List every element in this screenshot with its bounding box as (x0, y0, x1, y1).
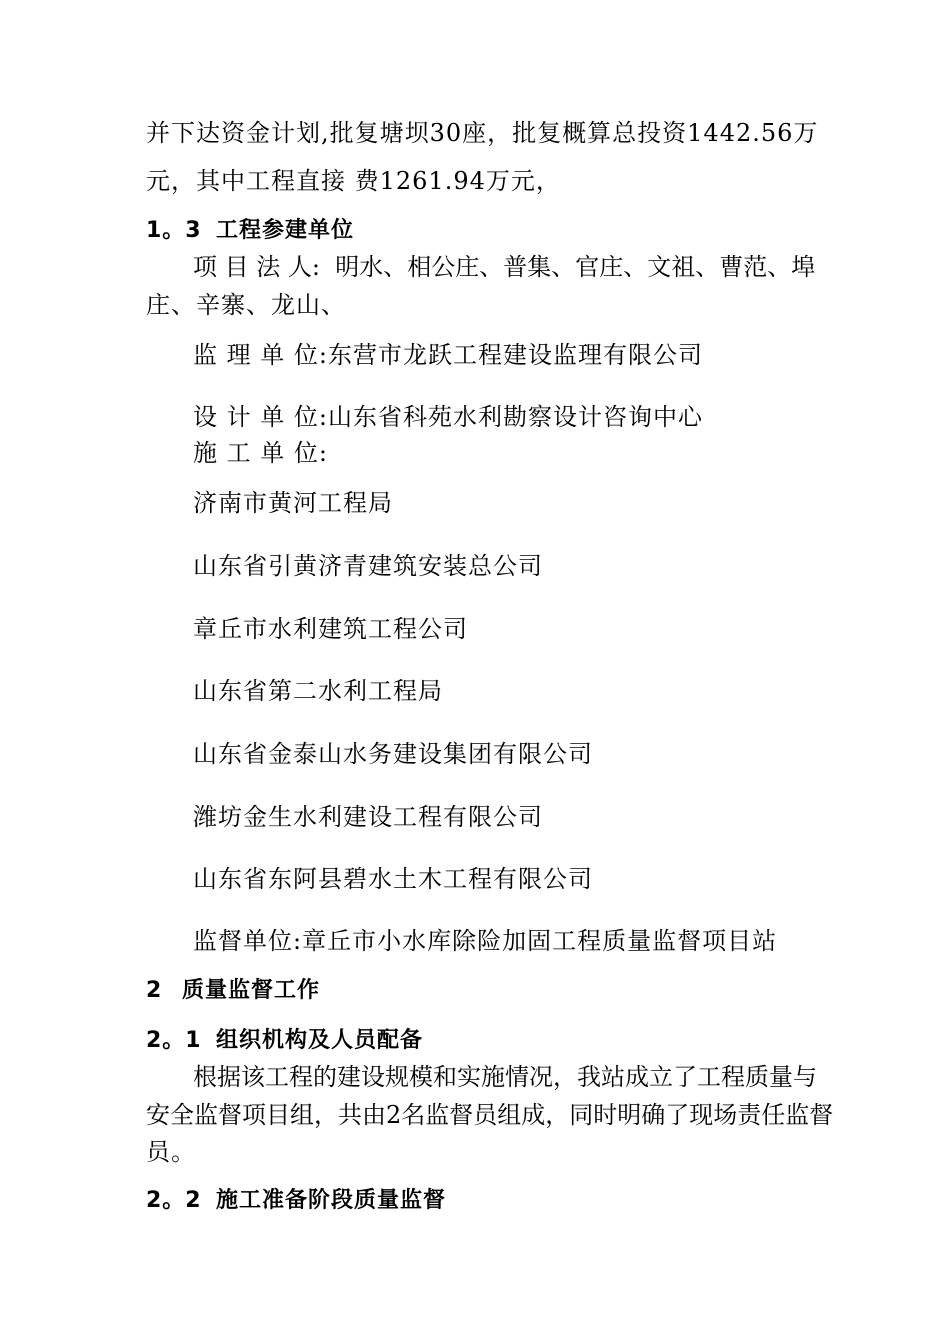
oversight-row (193, 926, 777, 956)
section-number: 2。2 (146, 1188, 202, 1213)
construction-label: 施 工 单 位: (193, 439, 328, 467)
supervision-row (193, 340, 703, 370)
legal-person-label: 项 目 法 人: (193, 253, 320, 281)
section-title: 质量监督工作 (182, 978, 321, 1003)
intro-line-2: 元，其中工程直接 费1261.94万元， (146, 167, 561, 195)
design-label: 设 计 单 位: (193, 403, 328, 431)
oversight-value: 章丘市小水库除险加固工程质量监督项目站 (302, 927, 778, 955)
paragraph-line: 根据该工程的建设规模和实施情况，我站成立了工程质量与 (193, 1063, 817, 1091)
section-title: 工程参建单位 (216, 218, 355, 243)
legal-person-continued: 庄、辛寨、龙山、 (146, 291, 346, 319)
section-title: 施工准备阶段质量监督 (216, 1188, 447, 1213)
construction-unit: 山东省东阿县碧水土木工程有限公司 (193, 865, 593, 893)
section-heading-1-3 (146, 216, 354, 246)
construction-unit: 山东省第二水利工程局 (193, 677, 443, 705)
legal-person-row (193, 252, 815, 282)
design-value: 山东省科苑水利勘察设计咨询中心 (327, 403, 703, 431)
construction-unit: 山东省引黄济青建筑安装总公司 (193, 552, 543, 580)
section-number: 1。3 (146, 218, 202, 243)
paragraph-line: 员。 (146, 1138, 196, 1166)
section-heading-2 (146, 976, 320, 1006)
section-heading-2-2 (146, 1186, 446, 1216)
oversight-label: 监督单位: (193, 927, 303, 955)
construction-unit: 山东省金泰山水务建设集团有限公司 (193, 740, 593, 768)
intro-line-1: 并下达资金计划,批复塘坝30座，批复概算总投资1442.56万 (146, 119, 819, 147)
section-heading-2-1 (146, 1026, 423, 1056)
section-number: 2。1 (146, 1028, 202, 1053)
construction-unit: 章丘市水利建筑工程公司 (193, 615, 468, 643)
supervision-label: 监 理 单 位: (193, 341, 328, 369)
section-number: 2 (146, 978, 163, 1003)
paragraph-line: 安全监督项目组，共由2名监督员组成，同时明确了现场责任监督 (146, 1101, 834, 1129)
supervision-value: 东营市龙跃工程建设监理有限公司 (327, 341, 703, 369)
section-title: 组织机构及人员配备 (216, 1028, 424, 1053)
construction-unit: 潍坊金生水利建设工程有限公司 (193, 803, 543, 831)
design-row (193, 402, 703, 432)
construction-unit: 济南市黄河工程局 (193, 489, 393, 517)
legal-person-value: 明水、相公庄、普集、官庄、文祖、曹范、埠 (335, 253, 816, 281)
